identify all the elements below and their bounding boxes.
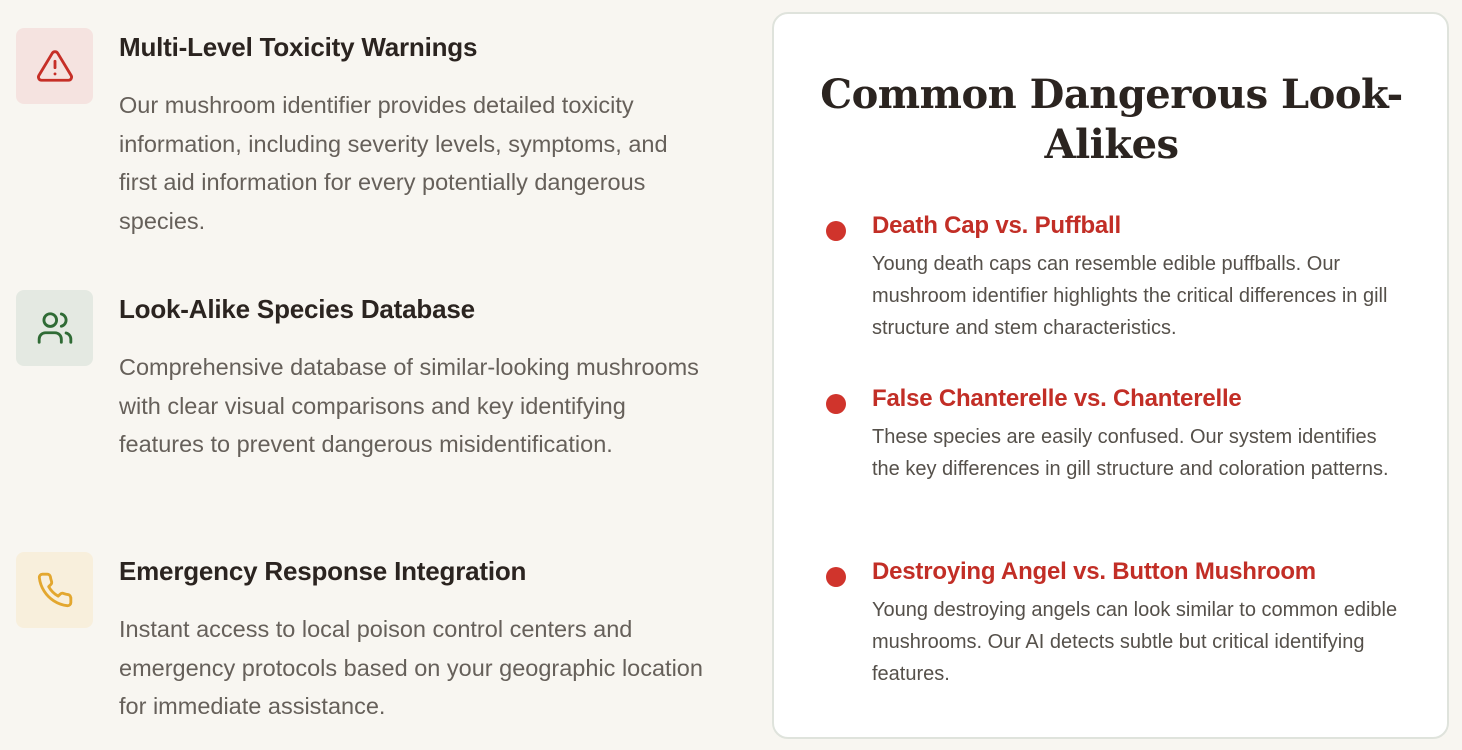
feature-description: Comprehensive database of similar-looking mushrooms with clear visual comparisons and key identifying features to prevent dangerous misidentification. bbox=[119, 354, 699, 457]
lookalike-title: Death Cap vs. Puffball bbox=[872, 212, 1121, 239]
phone-icon bbox=[36, 571, 74, 609]
lookalike-title: False Chanterelle vs. Chanterelle bbox=[872, 385, 1242, 412]
emergency-icon-box bbox=[16, 552, 93, 628]
feature-title: Look-Alike Species Database bbox=[119, 294, 475, 324]
lookalike-description: Young death caps can resemble edible puffballs. Our mushroom identifier highlights the critical differences in gill structure and stem characteristics. bbox=[872, 253, 1388, 339]
warning-triangle-icon bbox=[36, 47, 74, 85]
lookalike-description: Young destroying angels can look similar to common edible mushrooms. Our AI detects subtle but critical identifying features. bbox=[872, 599, 1398, 685]
lookalike-title: Destroying Angel vs. Button Mushroom bbox=[872, 558, 1316, 585]
lookalike-icon-box bbox=[16, 290, 93, 366]
lookalike-description: These species are easily confused. Our system identifies the key differences in gill structure and coloration patterns. bbox=[872, 426, 1389, 480]
bullet-dot bbox=[826, 394, 846, 414]
lookalikes-card bbox=[772, 12, 1449, 739]
users-icon bbox=[36, 309, 74, 347]
feature-title: Emergency Response Integration bbox=[119, 556, 527, 586]
bullet-dot bbox=[826, 221, 846, 241]
feature-description: Our mushroom identifier provides detailed toxicity information, including severity levels, symptoms, and first aid information for every potentially dangerous species. bbox=[119, 92, 668, 234]
feature-description: Instant access to local poison control centers and emergency protocols based on your geographic location for immediate assistance. bbox=[119, 616, 703, 719]
toxicity-icon-box bbox=[16, 28, 93, 104]
lookalikes-heading: Common Dangerous Look-Alikes bbox=[820, 71, 1403, 168]
bullet-dot bbox=[826, 567, 846, 587]
feature-title: Multi-Level Toxicity Warnings bbox=[119, 32, 478, 62]
